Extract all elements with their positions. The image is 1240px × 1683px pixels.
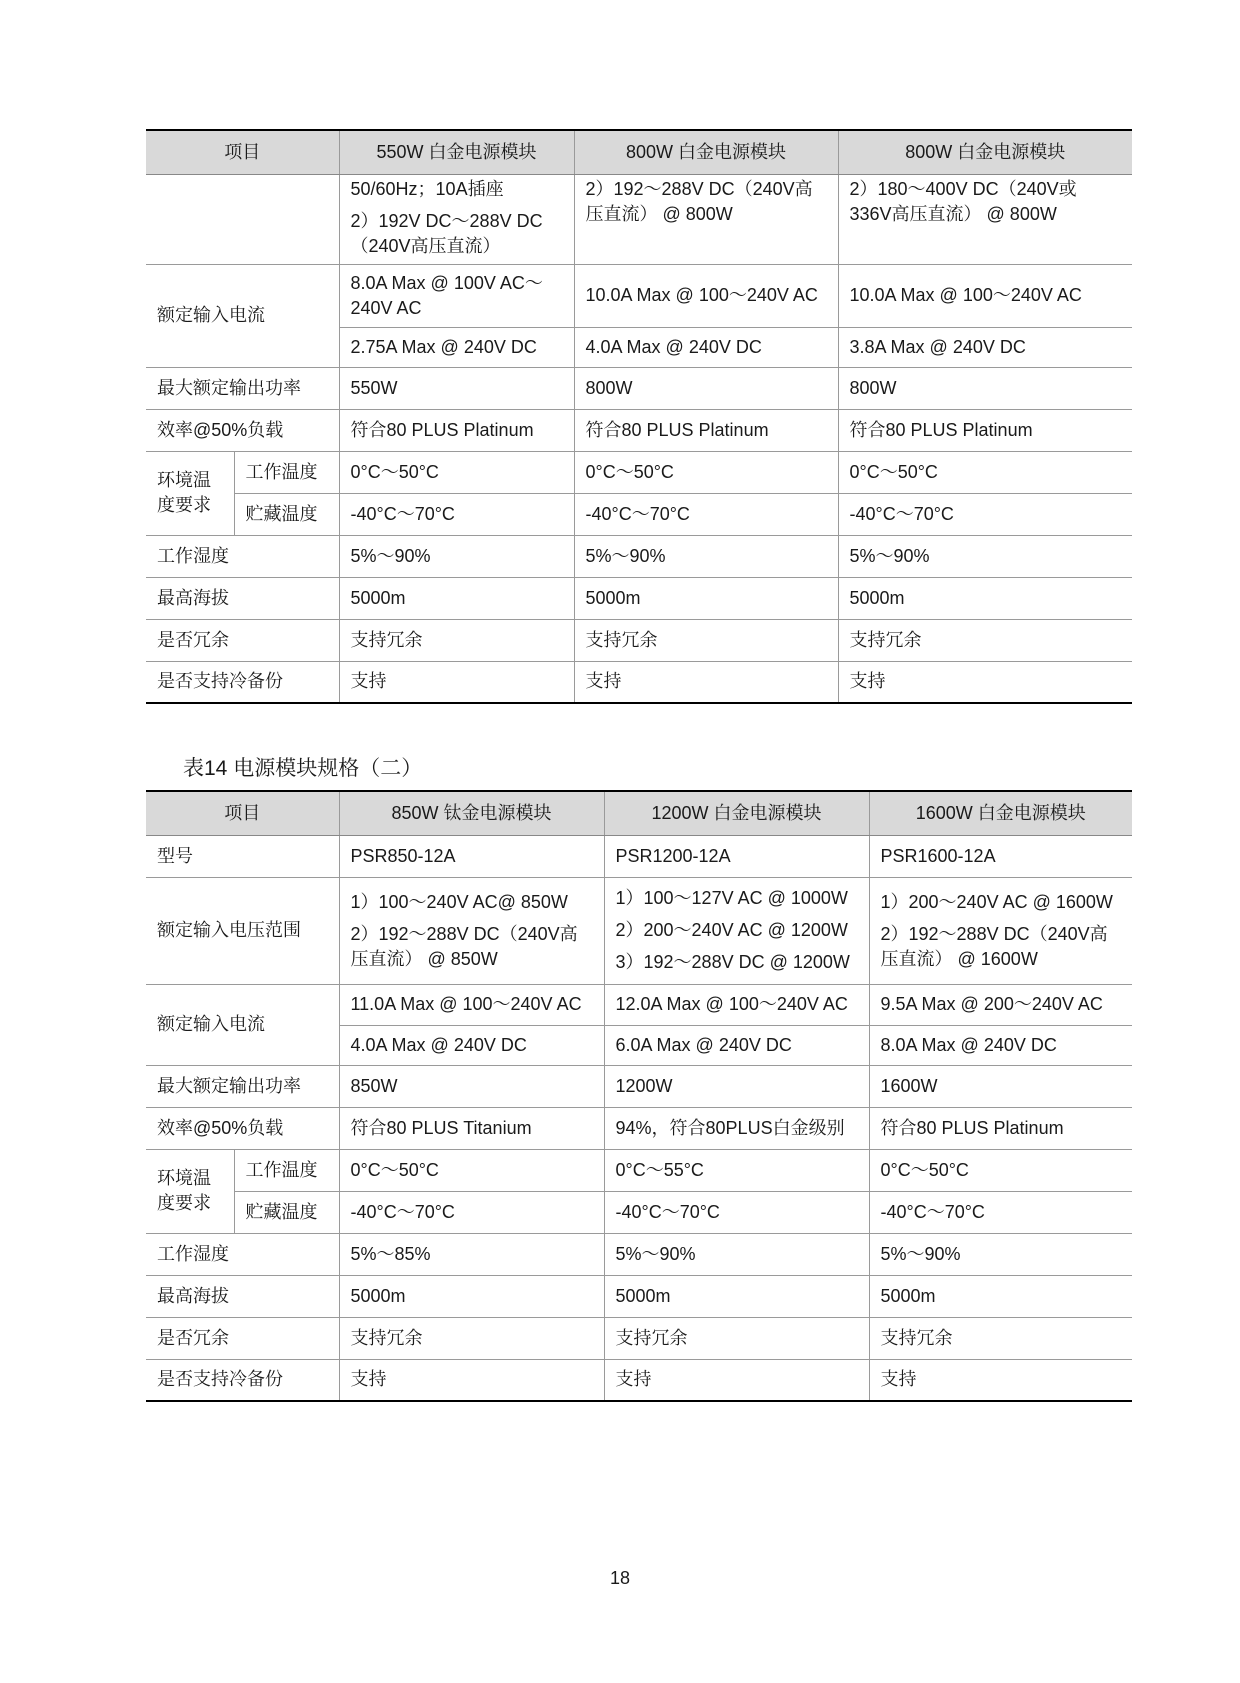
altitude-1200w: 5000m [604,1275,869,1317]
current-dc-850w: 4.0A Max @ 240V DC [339,1025,604,1065]
altitude-800w-b: 5000m [838,577,1132,619]
row-label-empty [146,174,339,264]
row-label-altitude: 最高海拔 [146,1275,339,1317]
work-temp-850w: 0°C～50°C [339,1149,604,1191]
work-temp-1200w: 0°C～55°C [604,1149,869,1191]
table-row-altitude [146,1275,1132,1317]
store-temp-800w-a: -40°C～70°C [574,493,838,535]
cold-backup-1600w: 支持 [869,1359,1132,1401]
table-row-work-temp [146,451,1132,493]
row-label-model: 型号 [146,835,339,877]
humidity-550w: 5%～90% [339,535,574,577]
table-row-work-temp [146,1149,1132,1191]
row-label-voltage: 额定输入电压范围 [146,877,339,984]
row-label-redundancy: 是否冗余 [146,619,339,661]
table-row-humidity [146,1233,1132,1275]
altitude-800w-a: 5000m [574,577,838,619]
table-row-cold-backup [146,1359,1132,1401]
model-1200w: PSR1200-12A [604,835,869,877]
table-row-store-temp [146,1191,1132,1233]
row-label-redundancy: 是否冗余 [146,1317,339,1359]
voltage-cell-800w-b: 2）180～400V DC（240V或 336V高压直流） @ 800W [838,174,1132,264]
work-temp-800w-b: 0°C～50°C [838,451,1132,493]
header-col-850w: 850W 钛金电源模块 [339,791,604,835]
store-temp-1200w: -40°C～70°C [604,1191,869,1233]
row-label-work-temp: 工作温度 [234,1149,339,1191]
header-item: 项目 [146,791,339,835]
table-row-model [146,835,1132,877]
power-1600w: 1600W [869,1065,1132,1107]
redundancy-800w-a: 支持冗余 [574,619,838,661]
row-label-env: 环境温度要求 [146,1149,234,1233]
power-800w-a: 800W [574,367,838,409]
header-col-1600w: 1600W 白金电源模块 [869,791,1132,835]
cold-backup-800w-a: 支持 [574,661,838,703]
current-ac-1200w: 12.0A Max @ 100～240V AC [604,984,869,1025]
humidity-800w-b: 5%～90% [838,535,1132,577]
power-550w: 550W [339,367,574,409]
current-dc-1600w: 8.0A Max @ 240V DC [869,1025,1132,1065]
table-row-altitude [146,577,1132,619]
header-col-800w-b: 800W 白金电源模块 [838,130,1132,174]
row-label-cold-backup: 是否支持冷备份 [146,1359,339,1401]
store-temp-1600w: -40°C～70°C [869,1191,1132,1233]
row-label-work-temp: 工作温度 [234,451,339,493]
spec-table-2 [146,790,1132,1402]
spec-table-1 [146,129,1132,704]
header-col-1200w: 1200W 白金电源模块 [604,791,869,835]
table-header-row [146,791,1132,835]
table-header-row [146,130,1132,174]
row-label-store-temp: 贮藏温度 [234,493,339,535]
humidity-850w: 5%～85% [339,1233,604,1275]
store-temp-800w-b: -40°C～70°C [838,493,1132,535]
current-dc-1200w: 6.0A Max @ 240V DC [604,1025,869,1065]
table-row-current-ac [146,264,1132,327]
current-dc-800w-a: 4.0A Max @ 240V DC [574,327,838,367]
header-item: 项目 [146,130,339,174]
cold-backup-1200w: 支持 [604,1359,869,1401]
header-col-800w-a: 800W 白金电源模块 [574,130,838,174]
power-850w: 850W [339,1065,604,1107]
efficiency-800w-a: 符合80 PLUS Platinum [574,409,838,451]
humidity-1600w: 5%～90% [869,1233,1132,1275]
page-number: 18 [609,1568,631,1588]
humidity-800w-a: 5%～90% [574,535,838,577]
table-row-power [146,367,1132,409]
humidity-1200w: 5%～90% [604,1233,869,1275]
voltage-850w: 1）100～240V AC@ 850W 2）192～288V DC（240V高 压直流） @ 850W [339,877,604,984]
row-label-store-temp: 贮藏温度 [234,1191,339,1233]
work-temp-550w: 0°C～50°C [339,451,574,493]
row-label-efficiency: 效率@50%负载 [146,1107,339,1149]
redundancy-1600w: 支持冗余 [869,1317,1132,1359]
current-ac-550w: 8.0A Max @ 100V AC～ 240V AC [339,264,574,327]
store-temp-850w: -40°C～70°C [339,1191,604,1233]
table-row-voltage-continued [146,174,1132,264]
voltage-cell-800w-a: 2）192～288V DC（240V高 压直流） @ 800W [574,174,838,264]
table-row-humidity [146,535,1132,577]
model-850w: PSR850-12A [339,835,604,877]
header-col-550w: 550W 白金电源模块 [339,130,574,174]
table-row-cold-backup [146,661,1132,703]
power-800w-b: 800W [838,367,1132,409]
table-row-redundancy [146,1317,1132,1359]
efficiency-850w: 符合80 PLUS Titanium [339,1107,604,1149]
row-label-power: 最大额定输出功率 [146,1065,339,1107]
voltage-1200w: 1）100～127V AC @ 1000W 2）200～240V AC @ 1200W 3）192～288V DC @ 1200W [604,877,869,984]
redundancy-1200w: 支持冗余 [604,1317,869,1359]
work-temp-800w-a: 0°C～50°C [574,451,838,493]
efficiency-550w: 符合80 PLUS Platinum [339,409,574,451]
current-ac-850w: 11.0A Max @ 100～240V AC [339,984,604,1025]
current-ac-800w-a: 10.0A Max @ 100～240V AC [574,264,838,327]
current-ac-800w-b: 10.0A Max @ 100～240V AC [838,264,1132,327]
efficiency-800w-b: 符合80 PLUS Platinum [838,409,1132,451]
current-ac-1600w: 9.5A Max @ 200～240V AC [869,984,1132,1025]
work-temp-1600w: 0°C～50°C [869,1149,1132,1191]
table-row-efficiency [146,1107,1132,1149]
current-dc-550w: 2.75A Max @ 240V DC [339,327,574,367]
store-temp-550w: -40°C～70°C [339,493,574,535]
cold-backup-850w: 支持 [339,1359,604,1401]
voltage-1600w: 1）200～240V AC @ 1600W 2）192～288V DC（240V高 压直流） @ 1600W [869,877,1132,984]
row-label-cold-backup: 是否支持冷备份 [146,661,339,703]
cold-backup-800w-b: 支持 [838,661,1132,703]
altitude-550w: 5000m [339,577,574,619]
redundancy-550w: 支持冗余 [339,619,574,661]
row-label-env: 环境温度要求 [146,451,234,535]
row-label-humidity: 工作湿度 [146,535,339,577]
model-1600w: PSR1600-12A [869,835,1132,877]
row-label-power: 最大额定输出功率 [146,367,339,409]
power-1200w: 1200W [604,1065,869,1107]
row-label-efficiency: 效率@50%负载 [146,409,339,451]
table-caption: 表14 电源模块规格（二） [183,757,423,780]
voltage-cell-550w: 50/60Hz；10A插座 2）192V DC～288V DC （240V高压直流） [339,174,574,264]
table-row-power [146,1065,1132,1107]
current-dc-800w-b: 3.8A Max @ 240V DC [838,327,1132,367]
table-row-redundancy [146,619,1132,661]
redundancy-800w-b: 支持冗余 [838,619,1132,661]
row-label-altitude: 最高海拔 [146,577,339,619]
efficiency-1200w: 94%，符合80PLUS白金级别 [604,1107,869,1149]
table-row-voltage [146,877,1132,984]
efficiency-1600w: 符合80 PLUS Platinum [869,1107,1132,1149]
altitude-1600w: 5000m [869,1275,1132,1317]
table-row-efficiency [146,409,1132,451]
row-label-humidity: 工作湿度 [146,1233,339,1275]
redundancy-850w: 支持冗余 [339,1317,604,1359]
table-row-current-ac [146,984,1132,1025]
row-label-current: 额定输入电流 [146,984,339,1065]
cold-backup-550w: 支持 [339,661,574,703]
table-row-store-temp [146,493,1132,535]
row-label-current: 额定输入电流 [146,264,339,367]
altitude-850w: 5000m [339,1275,604,1317]
